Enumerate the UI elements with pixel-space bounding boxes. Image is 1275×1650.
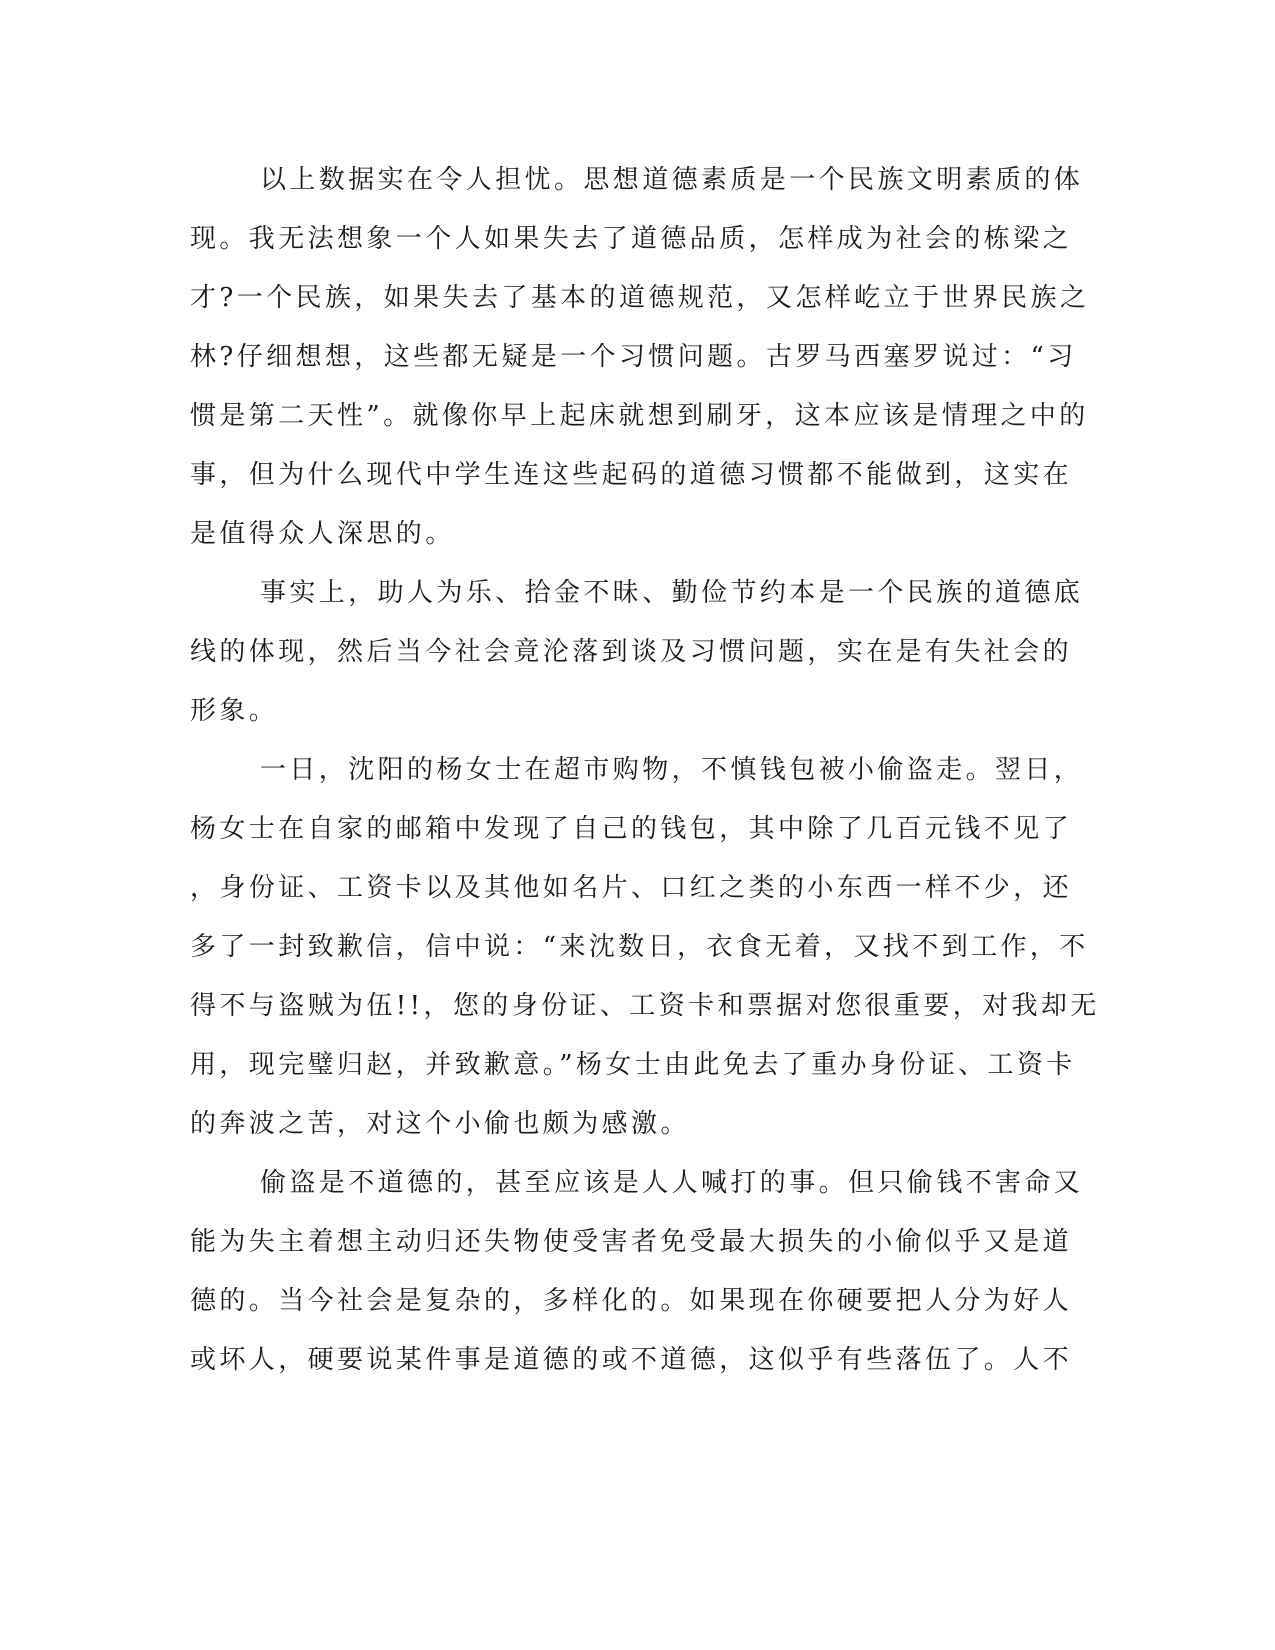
paragraph-3-line-3: ，身份证、工资卡以及其他如名片、口红之类的小东西一样不少，还: [190, 873, 1073, 903]
paragraph-4-line-3: 德的。当今社会是复杂的，多样化的。如果现在你硬要把人分为好人: [190, 1286, 1073, 1316]
paragraph-1-line-6: 事，但为什么现代中学生连这些起码的道德习惯都不能做到，这实在: [190, 460, 1073, 490]
paragraph-2-line-2: 线的体现，然后当今社会竟沦落到谈及习惯问题，实在是有失社会的: [190, 637, 1073, 667]
paragraph-3-line-5: 得不与盗贼为伍!!，您的身份证、工资卡和票据对您很重要，对我却无: [190, 991, 1100, 1021]
paragraph-3-line-7: 的奔波之苦，对这个小偷也颇为感激。: [190, 1109, 690, 1139]
paragraph-1-line-3: 才?一个民族，如果失去了基本的道德规范，又怎样屹立于世界民族之: [190, 283, 1090, 313]
paragraph-4-line-1: 偷盗是不道德的，甚至应该是人人喊打的事。但只偷钱不害命又: [260, 1168, 1084, 1198]
paragraph-2-line-3: 形象。: [190, 696, 279, 726]
paragraph-3-line-2: 杨女士在自家的邮箱中发现了自己的钱包，其中除了几百元钱不见了: [190, 814, 1073, 844]
paragraph-4-line-4: 或坏人，硬要说某件事是道德的或不道德，这似乎有些落伍了。人不: [190, 1345, 1073, 1375]
paragraph-1-line-5: 惯是第二天性”。就像你早上起床就想到刷牙，这本应该是情理之中的: [190, 401, 1089, 431]
paragraph-1-line-2: 现。我无法想象一个人如果失去了道德品质，怎样成为社会的栋梁之: [190, 224, 1073, 254]
paragraph-3-line-6: 用，现完璧归赵，并致歉意。”杨女士由此免去了重办身份证、工资卡: [190, 1050, 1076, 1080]
paragraph-4-line-2: 能为失主着想主动归还失物使受害者免受最大损失的小偷似乎又是道: [190, 1227, 1073, 1257]
paragraph-1-line-4: 林?仔细想想，这些都无疑是一个习惯问题。古罗马西塞罗说过：“习: [190, 342, 1077, 372]
paragraph-1-line-1: 以上数据实在令人担忧。思想道德素质是一个民族文明素质的体: [260, 165, 1084, 195]
paragraph-3-line-4: 多了一封致歉信，信中说：“来沈数日，衣食无着，又找不到工作，不: [190, 932, 1089, 962]
paragraph-3-line-1: 一日，沈阳的杨女士在超市购物，不慎钱包被小偷盗走。翌日，: [260, 755, 1084, 785]
paragraph-2-line-1: 事实上，助人为乐、拾金不昧、勤俭节约本是一个民族的道德底: [260, 578, 1084, 608]
paragraph-1-line-7: 是值得众人深思的。: [190, 519, 455, 549]
